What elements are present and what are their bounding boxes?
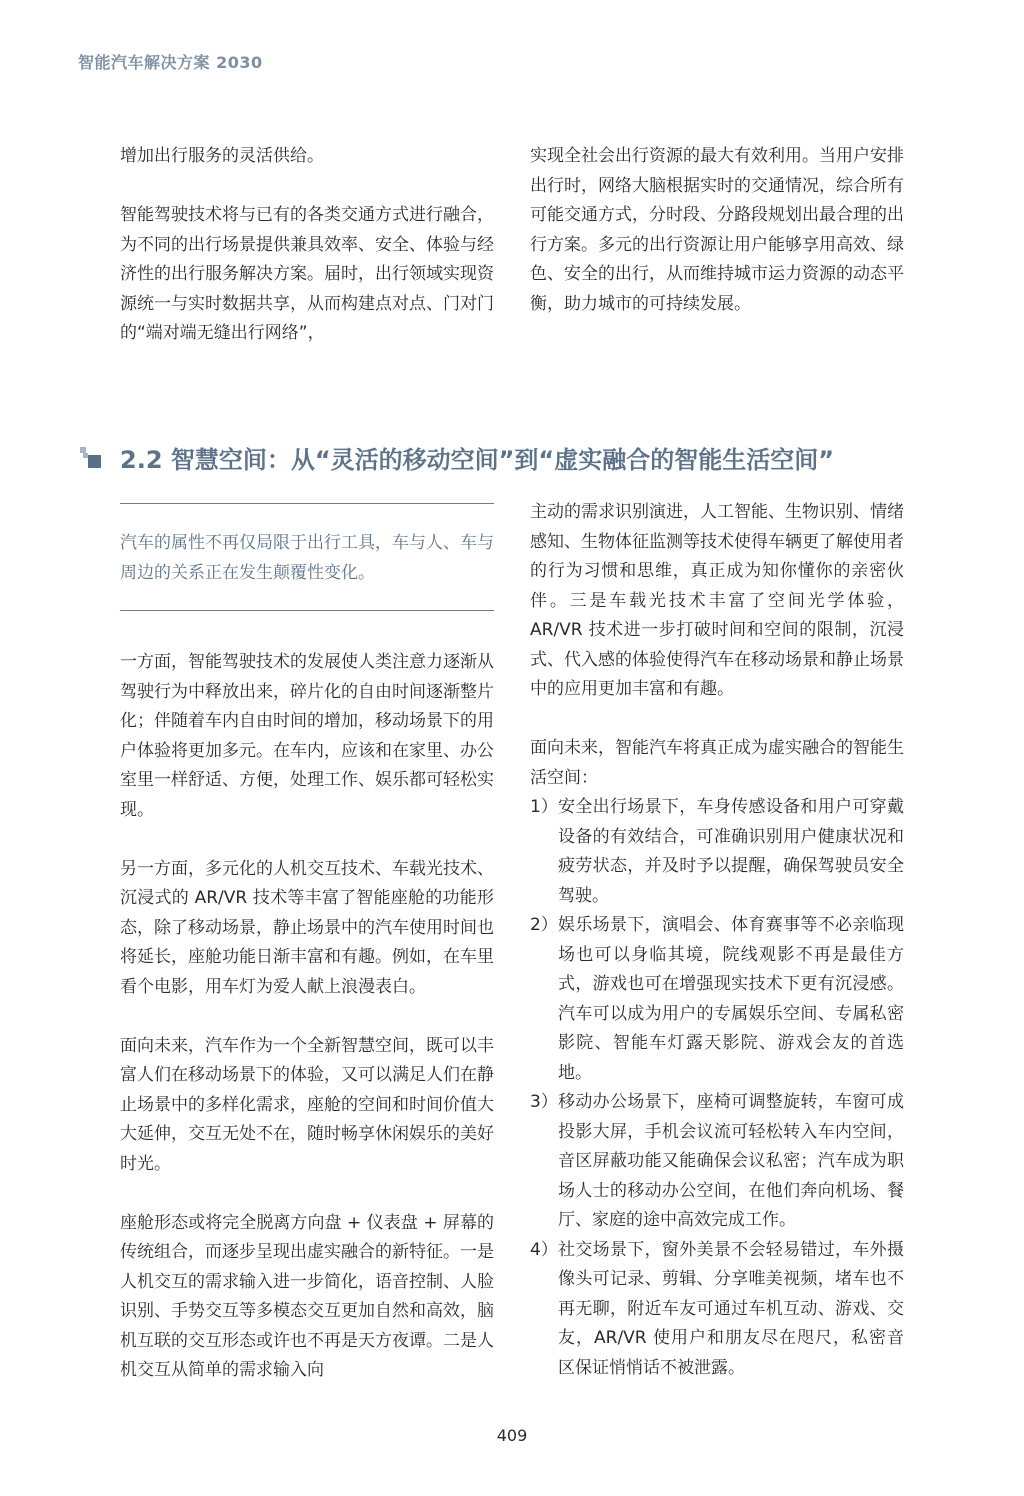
section-squares-icon	[80, 447, 102, 469]
top-left-column	[120, 142, 494, 349]
paragraph: 面向未来，汽车作为一个全新智慧空间，既可以丰富人们在移动场景下的体验，又可以满足人们在静止场景中的多样化需求，座舱的空间和时间价值大大延伸，交互无处不在，随时畅享休闲娱乐的美好时光。	[120, 1035, 494, 1174]
list-item	[530, 1088, 904, 1236]
list-item	[530, 793, 904, 911]
top-right-column	[530, 142, 904, 319]
callout-text: 汽车的属性不再仅局限于出行工具，车与人、车与周边的关系正在发生颠覆性变化。	[120, 533, 494, 583]
list-number: 3）	[530, 1092, 558, 1112]
paragraph: 一方面，智能驾驶技术的发展使人类注意力逐渐从驾驶行为中释放出来，碎片化的自由时间逐渐整片化；伴随着车内自由时间的增加，移动场景下的用户体验将更加多元。在车内，应该和在家里、办公室里一样舒适、方便，处理工作、娱乐都可轻松实现。	[120, 652, 494, 820]
list-number: 4）	[530, 1239, 558, 1260]
list-text: 社交场景下，窗外美景不会轻易错过，车外摄像头可记录、剪辑、分享唯美视频，堵车也不再无聊，附近车友可通过车机互动、游戏、交友，AR/VR 使用户和朋友尽在咫尺，私密音区保证悄悄话不被泄露。	[558, 1239, 904, 1378]
list-item	[530, 911, 904, 1088]
list-text: 安全出行场景下，车身传感设备和用户可穿戴设备的有效结合，可准确识别用户健康状况和疲劳状态，并及时予以提醒，确保驾驶员安全驾驶。	[558, 797, 904, 906]
paragraph: 另一方面，多元化的人机交互技术、车载光技术、沉浸式的 AR/VR 技术等丰富了智能座舱的功能形态，除了移动场景，静止场景中的汽车使用时间也将延长，座舱功能日渐丰富和有趣。例如，在车里看个电影，用车灯为爱人献上浪漫表白。	[120, 858, 494, 997]
list-number: 1）	[530, 797, 558, 817]
paragraph: 智能驾驶技术将与已有的各类交通方式进行融合，为不同的出行场景提供兼具效率、安全、体验与经济性的出行服务解决方案。届时，出行领域实现资源统一与实时数据共享，从而构建点对点、门对门的“端对端无缝出行网络”，	[120, 205, 494, 343]
section-heading	[80, 440, 960, 475]
section-title: 2.2 智慧空间：从“灵活的移动空间”到“虚实融合的智能生活空间”	[120, 446, 834, 474]
paragraph: 主动的需求识别演进，人工智能、生物识别、情绪感知、生物体征监测等技术使得车辆更了解使用者的行为习惯和思维，真正成为知你懂你的亲密伙伴。三是车载光技术丰富了空间光学体验，AR/VR 技术进一步打破时间和空间的限制，沉浸式、代入感的体验使得汽车在移动场景和静止场景中的应用更加丰富和有趣。	[530, 502, 904, 699]
page-number: 409	[496, 1426, 528, 1445]
paragraph: 增加出行服务的灵活供给。	[120, 146, 324, 166]
list-number: 2）	[530, 915, 558, 935]
scenario-list	[530, 793, 904, 1383]
section-left-column	[120, 648, 494, 1386]
callout-box	[120, 503, 494, 611]
paragraph: 面向未来，智能汽车将真正成为虚实融合的智能生活空间：	[530, 738, 904, 788]
running-header: 智能汽车解决方案 2030	[78, 53, 263, 72]
paragraph: 实现全社会出行资源的最大有效利用。当用户安排出行时，网络大脑根据实时的交通情况，综合所有可能交通方式，分时段、分路段规划出最合理的出行方案。多元的出行资源让用户能够享用高效、绿色、安全的出行，从而维持城市运力资源的动态平衡，助力城市的可持续发展。	[530, 146, 904, 314]
list-text: 娱乐场景下，演唱会、体育赛事等不必亲临现场也可以身临其境，院线观影不再是最佳方式，游戏也可在增强现实技术下更有沉浸感。汽车可以成为用户的专属娱乐空间、专属私密影院、智能车灯露天影院、游戏会友的首选地。	[558, 915, 904, 1083]
section-right-column	[530, 498, 904, 1383]
paragraph: 座舱形态或将完全脱离方向盘 + 仪表盘 + 屏幕的传统组合，而逐步呈现出虚实融合的新特征。一是人机交互的需求输入进一步简化，语音控制、人脸识别、手势交互等多模态交互更加自然和高效，脑机互联的交互形态或许也不再是天方夜谭。二是人机交互从简单的需求输入向	[120, 1212, 494, 1380]
list-text: 移动办公场景下，座椅可调整旋转，车窗可成投影大屏，手机会议流可轻松转入车内空间，音区屏蔽功能又能确保会议私密；汽车成为职场人士的移动办公空间，在他们奔向机场、餐厅、家庭的途中高效完成工作。	[558, 1092, 904, 1230]
list-item	[530, 1236, 904, 1384]
